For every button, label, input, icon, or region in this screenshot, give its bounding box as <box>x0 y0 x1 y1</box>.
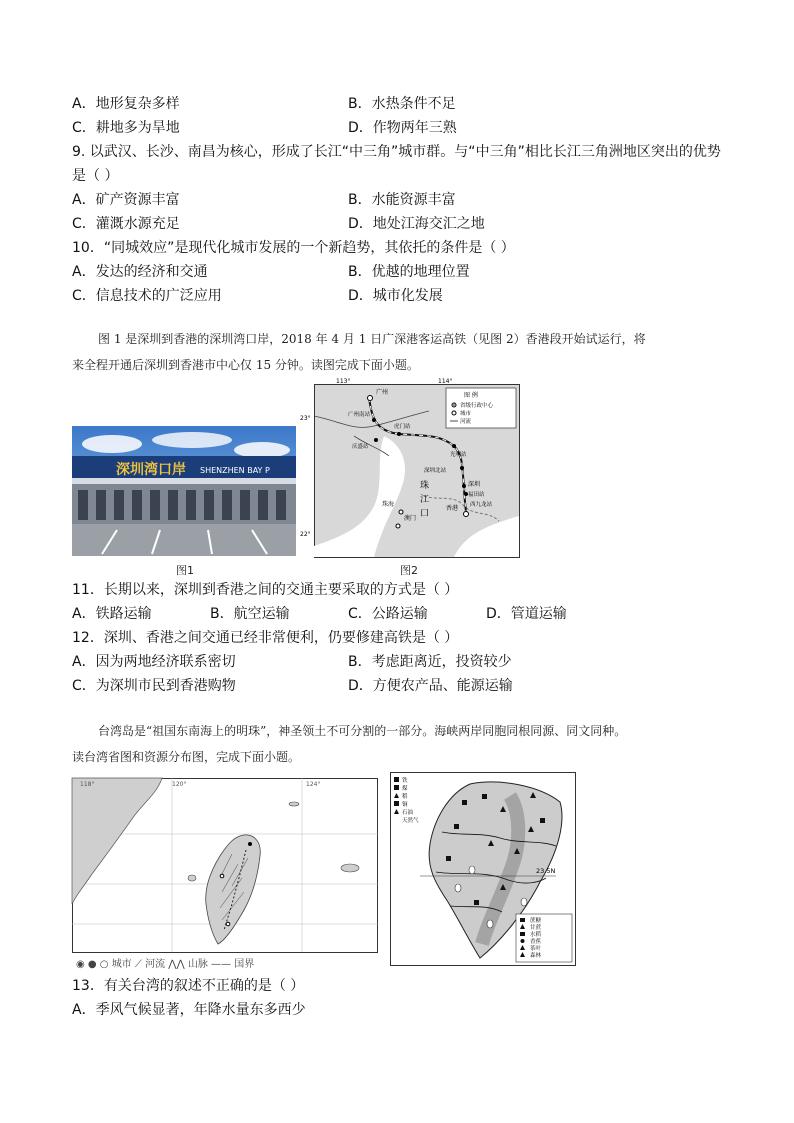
q9-option-b: B．水能资源丰富 <box>348 192 456 208</box>
passage-1-line-2: 来全程开通后深圳到香港市中心仅 15 分钟。读图完成下面小题。 <box>72 358 419 372</box>
q8-option-a: A．地形复杂多样 <box>72 96 180 112</box>
passage-taiwan <box>72 718 732 770</box>
figure-2-lon-114: 114° <box>438 378 453 385</box>
figure-2-macau: 澳门 <box>404 515 417 522</box>
figure-4-legend-4: 铜 <box>402 802 408 808</box>
figure-3-lon-120: 120° <box>172 781 187 788</box>
passage-shenzhen-bay <box>72 326 732 378</box>
q12-option-d: D．方便农产品、能源运输 <box>348 678 513 694</box>
q12-option-b: B．考虑距离近，投资较少 <box>348 654 512 670</box>
q10-option-c: C．信息技术的广泛应用 <box>72 288 222 304</box>
figure-2-pearl-3: 口 <box>420 509 430 519</box>
q13-stem: 13．有关台湾的叙述不正确的是（ ） <box>72 978 305 994</box>
figure-2-guangzhou-south: 广州南站 <box>348 412 371 418</box>
q8-option-c: C．耕地多为旱地 <box>72 120 180 136</box>
figure-2-lat-22: 22° <box>300 531 311 538</box>
figure-3-lon-118: 118° <box>80 781 95 788</box>
figure-2-pearl-2: 江 <box>420 495 430 505</box>
figure-2-qingsheng: 庆盛站 <box>352 444 369 450</box>
q10-option-d: D．城市化发展 <box>348 288 443 304</box>
q10-option-b: B．优越的地理位置 <box>348 264 470 280</box>
figure-2-caption: 图2 <box>400 564 418 577</box>
q12-option-c: C．为深圳市民到香港购物 <box>72 678 236 694</box>
figure-4-legend-11: 茶叶 <box>530 946 542 952</box>
figure-2-hongkong: 香港 <box>446 505 459 512</box>
figure-4-legend-8: 甘蔗 <box>530 925 542 931</box>
figure-2-humen: 虎门站 <box>394 424 411 430</box>
figure-2-zhuhai: 珠海 <box>382 501 395 508</box>
figure-2-legend-river: 河流 <box>460 419 472 425</box>
figure-2-lon-113: 113° <box>336 378 351 385</box>
figure-2-legend-capital: 省级行政中心 <box>460 403 494 409</box>
figure-3-legend: ◉ ● ○ 城市 ⟋ 河流 ⋀⋀ 山脉 —— 国界 <box>76 959 255 970</box>
q13-option-a: A．季风气候显著，年降水量东多西少 <box>72 1002 306 1018</box>
q12-stem: 12．深圳、香港之间交通已经非常便利，仍要修建高铁是（ ） <box>72 630 459 646</box>
figure-2-guangzhou: 广州 <box>376 389 389 396</box>
figure-2-shenzhen-north: 深圳北站 <box>424 468 447 474</box>
q11-stem: 11．长期以来，深圳到香港之间的交通主要采取的方式是（ ） <box>72 582 459 598</box>
figure-4-legend-12: 森林 <box>530 953 542 959</box>
q10-option-a: A．发达的经济和交通 <box>72 264 208 280</box>
figure-3-taiwan-map <box>72 774 378 970</box>
q11-option-d: D．管道运输 <box>486 606 567 622</box>
q11-option-c: C．公路运输 <box>348 606 428 622</box>
figure-2-guangming: 光明站 <box>450 452 467 458</box>
figure-4-legend-10: 香蕉 <box>530 939 542 945</box>
figure-4-legend-9: 水稻 <box>530 932 542 938</box>
q9-stem-line-1: 9. 以武汉、长沙、南昌为核心，形成了长江“中三角”城市群。与“中三角”相比长江三角洲地区突出的优势 <box>72 144 721 160</box>
figure-4-legend-7: 蔗糖 <box>530 918 542 924</box>
figure-4-lat-label: 23.5N <box>536 867 556 875</box>
q9-stem-line-2: 是（ ） <box>72 168 119 184</box>
q10-stem: 10．“同城效应”是现代化城市发展的一个新趋势，其依托的条件是（ ） <box>72 240 515 256</box>
passage-1-line-1: 图 1 是深圳到香港的深圳湾口岸，2018 年 4 月 1 日广深港客运高铁（见图 2）香港段开始试运行，将 <box>98 332 646 346</box>
q12-option-a: A．因为两地经济联系密切 <box>72 654 236 670</box>
figure-1-sign-en: SHENZHEN BAY P <box>200 466 270 475</box>
q9-option-c: C．灌溉水源充足 <box>72 216 180 232</box>
q8-option-b: B．水热条件不足 <box>348 96 456 112</box>
figure-4-legend-5: 石油 <box>402 810 414 816</box>
q9-option-d: D．地处江海交汇之地 <box>348 216 485 232</box>
figure-1-caption: 图1 <box>176 564 194 577</box>
figure-2-legend-title: 图 例 <box>464 392 478 399</box>
figure-4-legend-3: 稻 <box>402 794 408 800</box>
figure-1-port-photo <box>72 426 296 556</box>
figure-2-legend-city: 城市 <box>460 411 472 417</box>
figure-2-railway-map <box>300 376 520 558</box>
passage-2-line-2: 读台湾省图和资源分布图，完成下面小题。 <box>72 750 301 764</box>
q11-option-a: A．铁路运输 <box>72 606 152 622</box>
figure-2-futian: 福田站 <box>468 492 485 498</box>
q8-option-d: D．作物两年三熟 <box>348 120 457 136</box>
passage-2-line-1: 台湾岛是“祖国东南海上的明珠”，神圣领土不可分割的一部分。海峡两岸同胞同根同源、同文同种。 <box>98 724 627 738</box>
figure-2-shenzhen: 深圳 <box>468 481 481 488</box>
figure-3-lon-124: 124° <box>306 781 321 788</box>
figure-4-legend-2: 煤 <box>402 786 408 792</box>
figure-1-sign-cn: 深圳湾口岸 <box>116 462 186 478</box>
figure-2-lat-23: 23° <box>300 415 311 422</box>
q11-option-b: B．航空运输 <box>210 606 290 622</box>
figure-2-pearl-1: 珠 <box>420 481 430 491</box>
figure-4-legend-1: 铁 <box>402 778 408 784</box>
figure-4-legend-6: 天然气 <box>402 818 419 824</box>
figure-2-west-kowloon: 西九龙站 <box>470 502 493 508</box>
figure-4-resource-map <box>390 772 576 966</box>
q9-option-a: A．矿产资源丰富 <box>72 192 180 208</box>
